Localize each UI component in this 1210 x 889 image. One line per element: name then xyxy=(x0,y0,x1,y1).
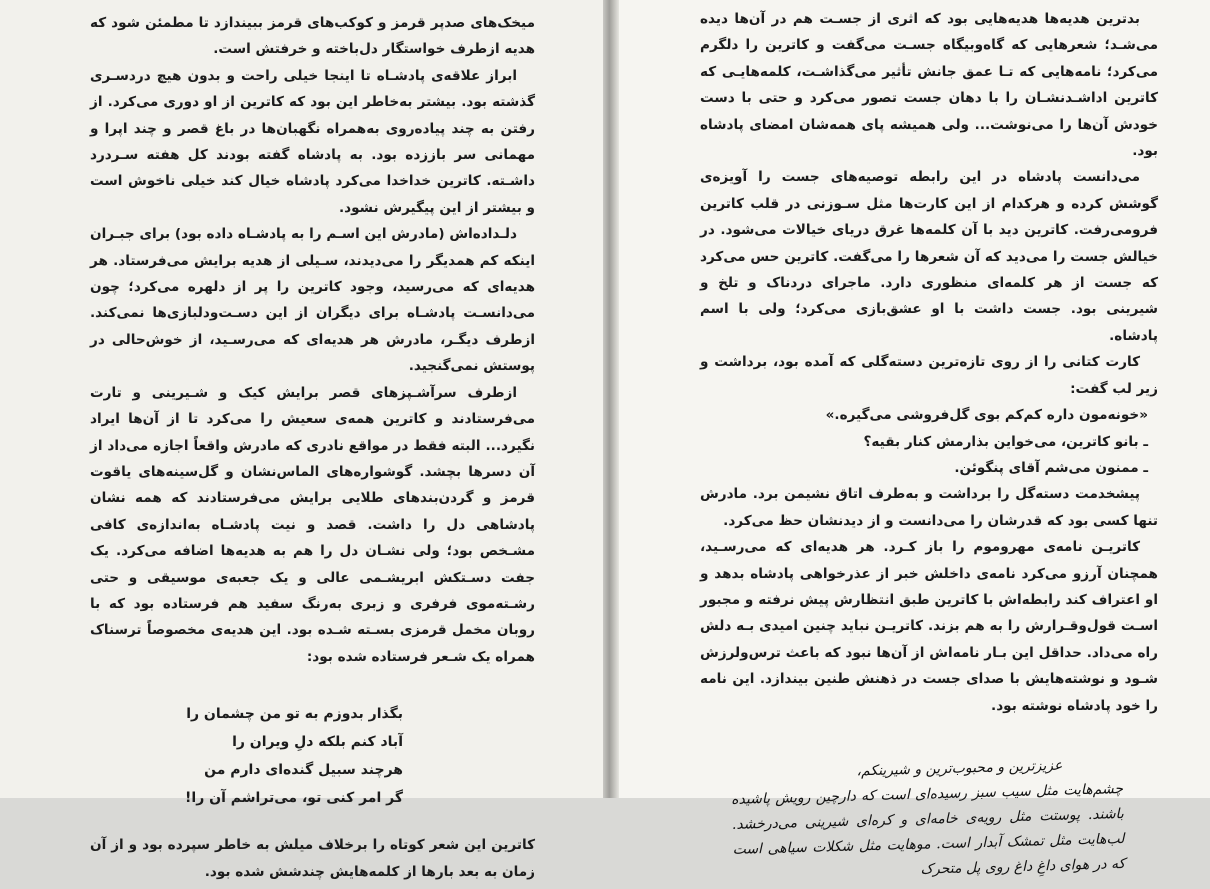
dialog-lines xyxy=(700,402,1158,481)
paragraph: کاترین این شعر کوتاه را برخلاف میلش به خاطر سپرده بود و از آن زمان به بعد بارها از کلمه‌هایش چندشش شده بود. xyxy=(90,837,535,880)
letter-body: چشم‌هایت مثل سیب سبز رسیده‌ای است که دارچین رویش پاشیده باشند. پوستت مثل رویه‌ی خامه‌ای و کره‌ای شیرینی می‌درخشد. لب‌هایت مثل تمشک آبدار است. موهایت مثل شکلات سیاهی است که در هوای داغِ داغ روی پل متحرک xyxy=(730,780,1126,878)
paragraph: ازطرف سرآشـپزهای قصر برایش کیک و شـیرینی و تارت می‌فرستادند و کاترین همه‌ی سعیش را می‌کرد تا از آن‌ها ایراد نگیرد... البته فقط در مواقع نادری که مادرش واقعاً اجازه می‌داد از آن دسرها بچشد. گوشواره‌های الماس‌نشان و گل‌سینه‌های یاقوت قرمز و گردن‌بندهای طلایی برایش می‌فرستادند که همه نشان پادشاهی دل را داشت. قصد و نیت پادشـاه به‌اندازه‌ی کافی مشـخص بود؛ ولی نشـان دل را هم به هدیه‌ها اضافه می‌کرد. یک جفت دسـتکش ابریشـمی عالی و یک جعبه‌ی موسیقی و حتی رشـته‌موی فرفری و زبری به‌رنگ سفید هم فرستاده بود که با روبان مخمل قرمزی بسـته شـده بود. این هدیه‌ی مخصوصاً ترسناک همراه یک شـعر فرستاده شده بود: xyxy=(90,384,535,665)
poem-line: گر امر کنی تو، می‌تراشم آن را! xyxy=(185,790,403,807)
poem xyxy=(90,700,535,812)
poem-line: هرچند سبیل گنده‌ای دارم من xyxy=(204,762,403,779)
paragraph: کارت کتانی را از روی تازه‌ترین دسته‌گلی که آمده بود، برداشت و زیر لب گفت: xyxy=(700,354,1158,397)
right-page-text xyxy=(700,6,1158,402)
paragraph: ابراز علاقه‌ی پادشـاه تا اینجا خیلی راحت و بدون هیچ دردسـری گذشته بود. بیشتر به‌خاطر این بود که کاترین از او دوری می‌کرد. از رفتن به چند پیاده‌روی به‌همراه نگهبان‌ها در باغ قصر و چند اپرا و مهمانی سر باززده بود. به پادشاه گفته بودند کل هفته سـردرد داشـته. کاترین خداخدا می‌کرد پادشاه خیال کند خیلی ناخوش است و بیشتر از این پیگیرش نشود. xyxy=(90,67,535,216)
paragraph: میخک‌های صدپر قرمز و کوکب‌های قرمز ببیندازد تا مطمئن شود که هدیه ازطرف خواستگار دل‌باخته و خرفتش است. xyxy=(90,15,535,58)
left-page-text xyxy=(90,10,535,670)
handwritten-letter xyxy=(700,751,1161,889)
letter-greeting: عزیزترین و محبوب‌ترین و شیرینکم، xyxy=(856,757,1063,780)
left-page xyxy=(0,0,605,880)
after-poem-text xyxy=(90,832,535,885)
book-gutter xyxy=(603,0,619,798)
right-page xyxy=(605,0,1210,878)
paragraph: بدترین هدیه‌ها هدیه‌هایی بود که اثری از جسـت هم در آن‌ها دیده می‌شـد؛ شعرهایی که گاه‌وبیگاه جسـت می‌گفت و کاترین را دلگرم می‌کرد؛ نامه‌هایی که تـا عمق جانش تأثیر می‌گذاشـت، کلمه‌هایـی که کاترین اداشـدنشـان را با دهان جست تصور می‌کرد و حتی با دست خودش آن‌ها را می‌نوشت... ولی همیشه پای همه‌شان امضای پادشاه بود. xyxy=(700,11,1158,160)
paragraph: پیشخدمت دسته‌گل را برداشت و به‌طرف اتاق نشیمن برد. مادرش تنها کسی بود که قدرشان را می‌دانست و از دیدنشان حظ می‌کرد. xyxy=(700,486,1158,529)
poem-line: بگذار بدوزم به تو من چشمان را xyxy=(186,706,403,723)
dialog-line: ـ ممنون می‌شم آقای پنگوئن. xyxy=(954,459,1148,476)
dialog-line: «خونه‌مون داره کم‌کم بوی گل‌فروشی می‌گیره.» xyxy=(825,407,1148,424)
paragraph: می‌دانست پادشاه در این رابطه توصیه‌های جست را آویزه‌ی گوشش کرده و هرکدام از این کارت‌ها مثل سـوزنی در قلب کاترین فرومی‌رفت. کاترین دید با آن کلمه‌ها غرق دریای خیالات می‌شود. در خیالش جست را می‌دید که آن شعرها را می‌گفت. کاترین حس می‌کرد که جست از هر کلمه‌ای منظوری دارد. ماجرای دردناک و تلخ و شیرینی بود. جست داشت با او عشق‌بازی می‌کرد؛ ولی با اسم پادشاه. xyxy=(700,169,1158,344)
dialog-line: ـ بانو کاترین، می‌خواین بذارمش کنار بقیه؟ xyxy=(863,433,1148,450)
right-page-text-2 xyxy=(700,481,1158,719)
paragraph: دلـداده‌اش (مادرش این اسـم را به پادشـاه داده بود) برای جبـران اینکه کم همدیگر را می‌دیدند، سـیلی از هدیه برایش می‌فرستاد. هر هدیه‌ای که می‌رسید، وجود کاترین را پر از دلهره می‌کرد؛ چون می‌دانسـت پادشـاه برای دیگران از این دسـت‌ودلبازی‌ها نمی‌کند. ازطرف دیگـر، مادرش هر هدیه‌ای که می‌رسـید، از خوش‌حالی در پوستش نمی‌گنجید. xyxy=(90,226,535,375)
poem-line: آباد کنم بلکه دلِ ویران را xyxy=(232,734,403,751)
paragraph: کاتریـن نامه‌ی مهروموم را باز کـرد. هر هدیه‌ای که می‌رسـید، همچنان آرزو می‌کرد نامه‌ی داخلش خبر از عذرخواهی پادشاه بدهد و او اعتراف کند رابطه‌اش با کاترین طبق انتظارش پیش نرفته و مجبور اسـت قول‌وقـرارش را به هم بزند. کاتریـن نباید چنین امیدی بـه دلش راه می‌داد. حداقل این بـار نامه‌اش از آن‌ها نبود که باعث ترس‌ولرزش شـود و نوشته‌هایش با صدای جست در ذهنش طنین بیندازد. این نامه را خود پادشاه نوشته بود. xyxy=(700,539,1158,714)
